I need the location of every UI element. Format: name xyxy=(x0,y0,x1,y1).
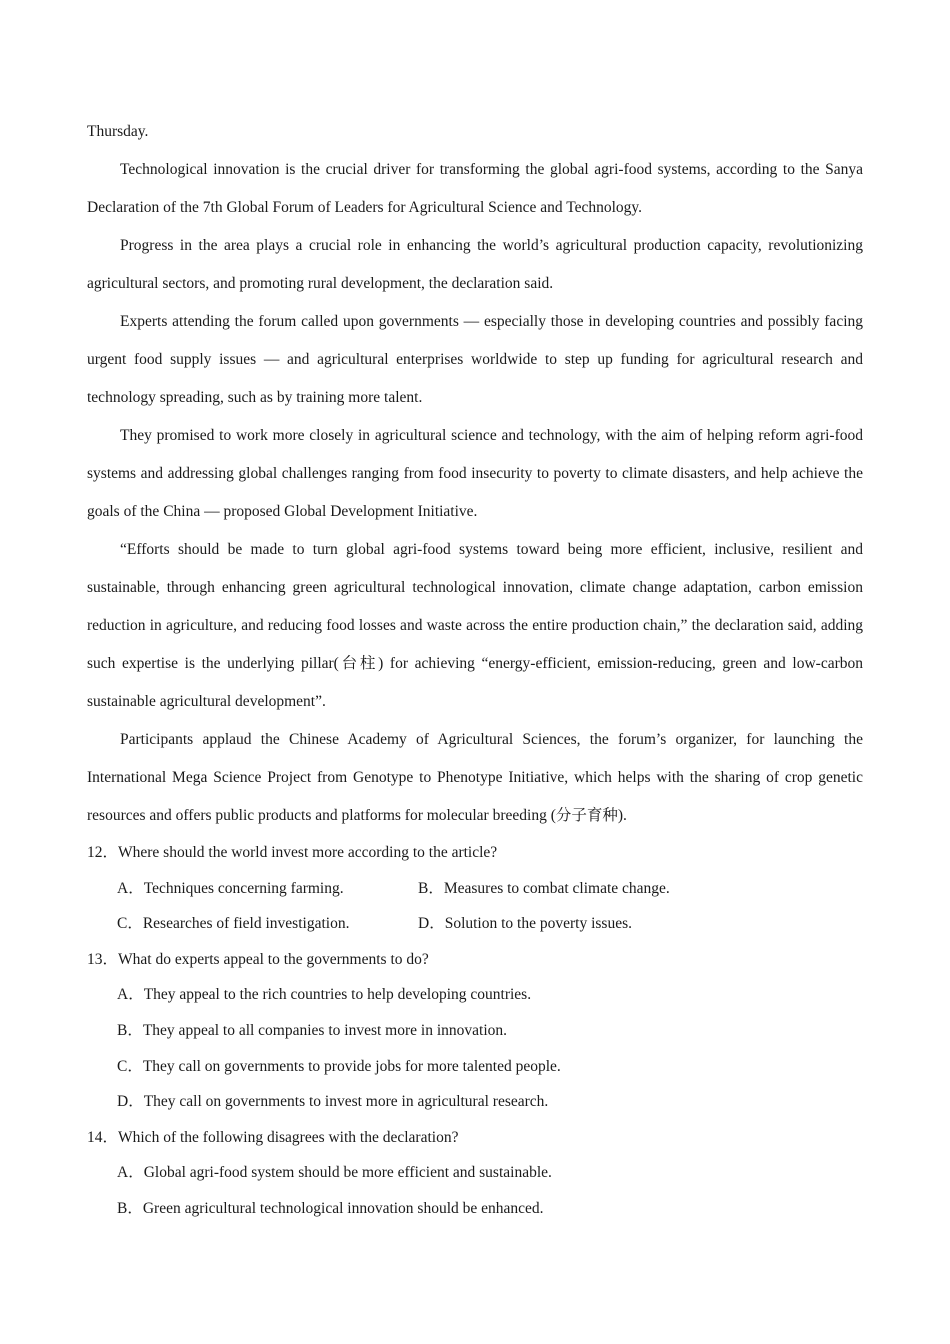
article-paragraph: “Efforts should be made to turn global agri-food systems toward being more efficient, inclusive, resilient and sustainable, through enhancing green agricultural technological innovation, climate change adaptation, carbon emission reduction in agriculture, and reducing food losses and waste across the entire production chain,” the declaration said, adding such expertise is the underlying pillar(台柱) for achieving “energy-efficient, emission-reducing, green and low-carbon sustainable agricultural development”. xyxy=(87,541,863,710)
article-paragraph: Thursday. xyxy=(87,123,149,140)
option-d: D．They call on governments to invest more in agricultural research. xyxy=(117,1093,549,1111)
option-b: B．They appeal to all companies to invest more in innovation. xyxy=(117,1021,507,1039)
question-stem: 14．Which of the following disagrees with the declaration? xyxy=(87,1128,459,1146)
article-paragraph: Progress in the area plays a crucial role in enhancing the world’s agricultural production capacity, revolutionizing agricultural sectors, and promoting rural development, the declaration said. xyxy=(87,237,863,292)
article-paragraph: Experts attending the forum called upon governments — especially those in developing countries and possibly facing urgent food supply issues — and agricultural enterprises worldwide to step up funding for agricultural research and technology spreading, such as by training more talent. xyxy=(87,313,863,406)
option-a: A．They appeal to the rich countries to help developing countries. xyxy=(117,986,532,1004)
option-row xyxy=(87,871,863,907)
article-body xyxy=(87,113,863,835)
option-b: B．Green agricultural technological innovation should be enhanced. xyxy=(117,1199,544,1217)
question-12 xyxy=(87,835,863,942)
question-14 xyxy=(87,1120,863,1227)
option-d: D．Solution to the poverty issues. xyxy=(418,915,632,933)
question-stem: 13．What do experts appeal to the governments to do? xyxy=(87,950,429,968)
option-b: B．Measures to combat climate change. xyxy=(418,879,670,897)
article-paragraph: Technological innovation is the crucial driver for transforming the global agri-food systems, according to the Sanya Declaration of the 7th Global Forum of Leaders for Agricultural Science and Technology. xyxy=(87,161,863,216)
option-c: C．They call on governments to provide jobs for more talented people. xyxy=(117,1057,561,1075)
question-13 xyxy=(87,942,863,1120)
article-paragraph: They promised to work more closely in agricultural science and technology, with the aim of helping reform agri-food systems and addressing global challenges ranging from food insecurity to poverty to climate disasters, and help achieve the goals of the China — proposed Global Development Initiative. xyxy=(87,427,863,520)
document-page xyxy=(87,113,863,1227)
option-a: A．Techniques concerning farming. xyxy=(117,879,344,897)
article-paragraph: Participants applaud the Chinese Academy of Agricultural Sciences, the forum’s organizer, for launching the International Mega Science Project from Genotype to Phenotype Initiative, which helps with the sharing of crop genetic resources and offers public products and platforms for molecular breeding (分子育种). xyxy=(87,731,863,824)
option-c: C．Researches of field investigation. xyxy=(117,915,350,933)
option-row xyxy=(87,906,863,942)
question-stem: 12．Where should the world invest more according to the article? xyxy=(87,844,498,861)
option-a: A．Global agri-food system should be more efficient and sustainable. xyxy=(117,1164,552,1182)
